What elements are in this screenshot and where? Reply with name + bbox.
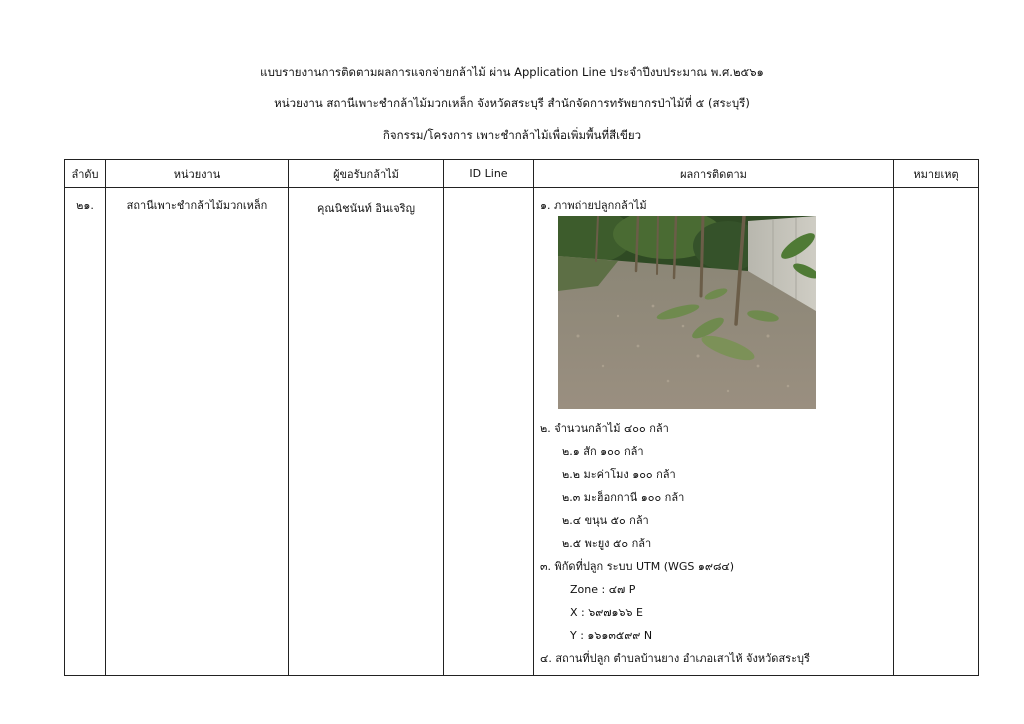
species-item-makha: ๒.๒ มะค่าโมง ๑๐๐ กล้า [562,468,676,481]
cell-remarks [894,188,979,676]
header-agency: หน่วยงาน [106,160,289,188]
species-item-teak: ๒.๑ สัก ๑๐๐ กล้า [562,445,644,458]
remarks-value [894,188,978,196]
id-line-value [444,188,533,196]
cell-id-line [444,188,534,676]
recipient-name: คุณนิชนันท์ อินเจริญ [317,202,415,215]
cell-results [534,188,894,676]
header-results: ผลการติดตาม [534,160,894,188]
cell-agency [106,188,289,676]
coordinate-heading: ๓. พิกัดที่ปลูก ระบบ UTM (WGS ๑๙๘๔) [540,560,735,573]
report-title: แบบรายงานการติดตามผลการแจกจ่ายกล้าไม้ ผ่าน Application Line ประจำปีงบประมาณ พ.ศ.๒๕๖๑ [260,65,764,79]
planting-location: ๔. สถานที่ปลูก ตำบลบ้านยาง อำเภอเสาไห้ จังหวัดสระบุรี [540,652,810,665]
utm-y: Y : ๑๖๑๓๕๙๙ N [570,629,653,642]
agency-heading: หน่วยงาน สถานีเพาะชำกล้าไม้มวกเหล็ก จังหวัดสระบุรี สำนักจัดการทรัพยากรป่าไม้ที่ ๕ (สระบุรี) [274,96,750,110]
header-order: ลำดับ [65,160,106,188]
species-item-mahogany: ๒.๓ มะฮ็อกกานี ๑๐๐ กล้า [562,491,685,504]
cell-recipient [289,188,444,676]
photo-heading: ๑. ภาพถ่ายปลูกกล้าไม้ [540,199,647,212]
agency-name: สถานีเพาะชำกล้าไม้มวกเหล็ก [126,199,268,212]
table-header-row [65,160,979,188]
header-remarks: หมายเหตุ [894,160,979,188]
utm-x: X : ๖๙๗๑๖๖ E [570,606,643,619]
header-id-line: ID Line [444,160,534,188]
activity-heading: กิจกรรม/โครงการ เพาะชำกล้าไม้เพื่อเพิ่มพื้นที่สีเขียว [382,128,642,142]
table-row [65,188,979,676]
header-recipient: ผู้ขอรับกล้าไม้ [289,160,444,188]
planting-photo [558,216,816,409]
seedling-count: ๒. จำนวนกล้าไม้ ๔๐๐ กล้า [540,422,669,435]
cell-order [65,188,106,676]
species-item-rosewood: ๒.๕ พะยูง ๕๐ กล้า [562,537,652,550]
utm-zone: Zone : ๔๗ P [570,583,636,596]
species-item-jackfruit: ๒.๔ ขนุน ๕๐ กล้า [562,514,649,527]
follow-up-table [64,159,979,676]
order-number: ๒๑. [76,199,94,212]
